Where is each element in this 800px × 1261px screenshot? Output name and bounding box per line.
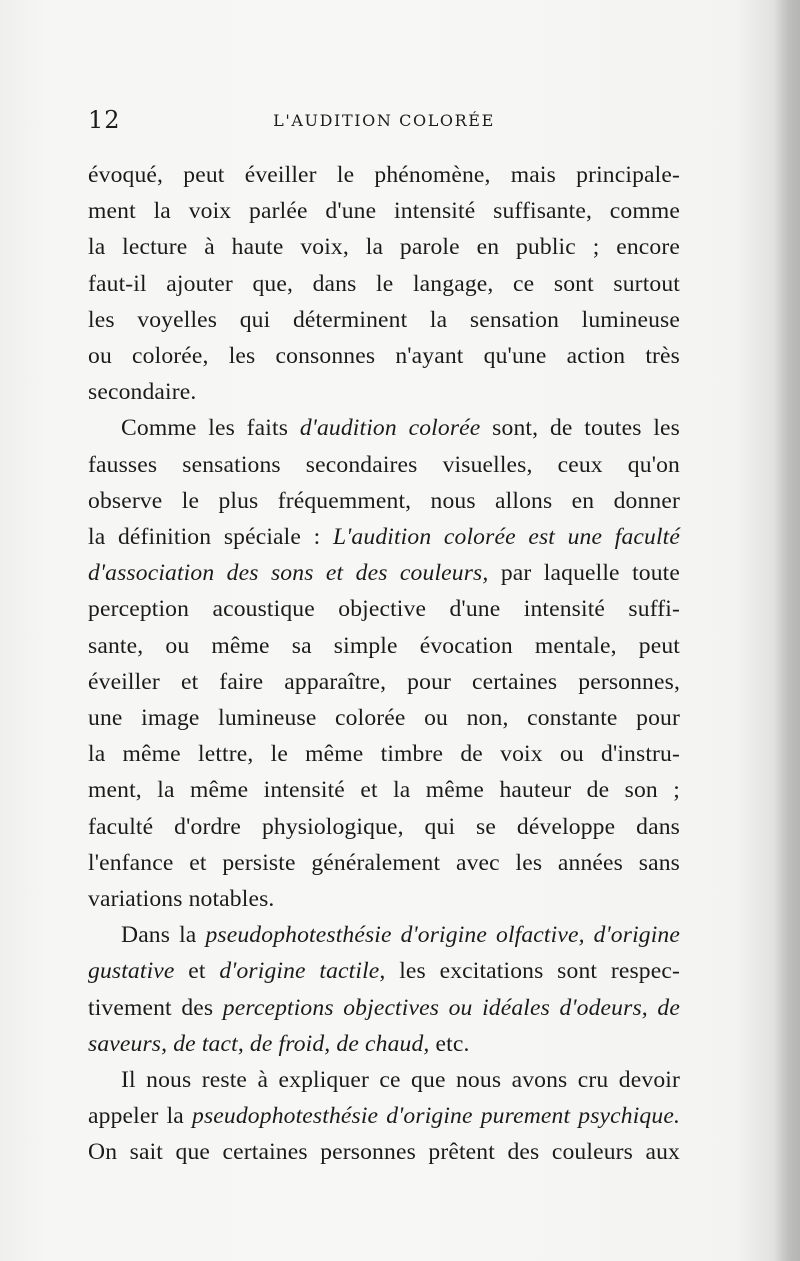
text-run: Comme les faits xyxy=(121,415,300,442)
running-title: L'AUDITION COLORÉE xyxy=(273,111,495,130)
italic-term: perceptions objectives ou idéales d'odeurs, de xyxy=(222,994,680,1021)
running-head xyxy=(88,104,680,138)
text-line: éveiller et faire apparaître, pour certaines personnes, xyxy=(88,668,680,695)
text-line: fausses sensations secondaires visuelles, ceux qu'on xyxy=(88,451,680,478)
text-line: la lecture à haute voix, la parole en public ; encore xyxy=(88,234,680,261)
text-line: faculté d'ordre physiologique, qui se développe dans xyxy=(88,813,680,840)
text-line xyxy=(88,555,680,591)
text-run: et xyxy=(174,958,220,985)
text-line: faut-il ajouter que, dans le langage, ce sont surtout xyxy=(88,270,680,297)
text-run: les excitations sont respec- xyxy=(385,958,680,985)
page-gutter-shadow xyxy=(774,0,800,1261)
italic-definition: d'association des sons et des couleurs, xyxy=(88,560,489,587)
text-line: variations notables. xyxy=(88,886,275,913)
text-line xyxy=(88,1026,680,1062)
text-run: tivement des xyxy=(88,994,223,1021)
page-number: 12 xyxy=(88,106,121,134)
text-line: l'enfance et persiste généralement avec les années sans xyxy=(88,849,680,876)
text-run: etc. xyxy=(429,1030,470,1057)
text-line xyxy=(88,990,680,1026)
italic-term: d'origine tactile, xyxy=(219,958,386,985)
text-line: les voyelles qui déterminent la sensation lumineuse xyxy=(88,306,680,333)
text-line: une image lumineuse colorée ou non, constante pour xyxy=(88,705,680,732)
paragraph-3 xyxy=(88,917,680,1062)
italic-term: d'audition colorée xyxy=(299,415,481,442)
text-line xyxy=(88,519,680,555)
italic-term: saveurs, de tact, de froid, de chaud, xyxy=(88,1030,430,1057)
text-line: ou colorée, les consonnes n'ayant qu'une action très xyxy=(88,343,680,370)
text-line: ment la voix parlée d'une intensité suffisante, comme xyxy=(88,198,680,225)
text-run: sont, de toutes les xyxy=(480,415,680,442)
text-line: On sait que certaines personnes prêtent des couleurs aux xyxy=(88,1139,680,1166)
text-run: appeler la xyxy=(88,1103,192,1130)
text-line: ment, la même intensité et la même hauteur de son ; xyxy=(88,777,680,804)
text-line: secondaire. xyxy=(88,379,197,406)
italic-term: gustative xyxy=(88,958,175,985)
italic-definition: L'audition colorée est une faculté xyxy=(332,524,680,551)
paragraph-4 xyxy=(88,1062,680,1171)
text-line xyxy=(88,953,680,989)
text-run: par laquelle toute xyxy=(488,560,680,587)
text-line: perception acoustique objective d'une intensité suffi- xyxy=(88,596,680,623)
body-text xyxy=(88,157,680,1171)
italic-term: pseudophotesthésie d'origine purement psychique. xyxy=(192,1103,680,1130)
italic-term: pseudophotesthésie d'origine olfactive, d'origine xyxy=(205,922,680,949)
text-run: la définition spéciale : xyxy=(88,524,333,551)
text-line xyxy=(88,410,680,446)
paragraph-1 xyxy=(88,157,680,410)
text-line: sante, ou même sa simple évocation mentale, peut xyxy=(88,632,680,659)
text-line: la même lettre, le même timbre de voix ou d'instru- xyxy=(88,741,680,768)
text-line xyxy=(88,1098,680,1134)
paragraph-2 xyxy=(88,410,680,917)
text-line: évoqué, peut éveiller le phénomène, mais principale- xyxy=(88,162,680,188)
text-line: Il nous reste à expliquer ce que nous avons cru devoir xyxy=(121,1067,680,1094)
text-line: observe le plus fréquemment, nous allons en donner xyxy=(88,487,680,514)
text-line xyxy=(88,917,680,953)
text-run: Dans la xyxy=(121,922,206,949)
